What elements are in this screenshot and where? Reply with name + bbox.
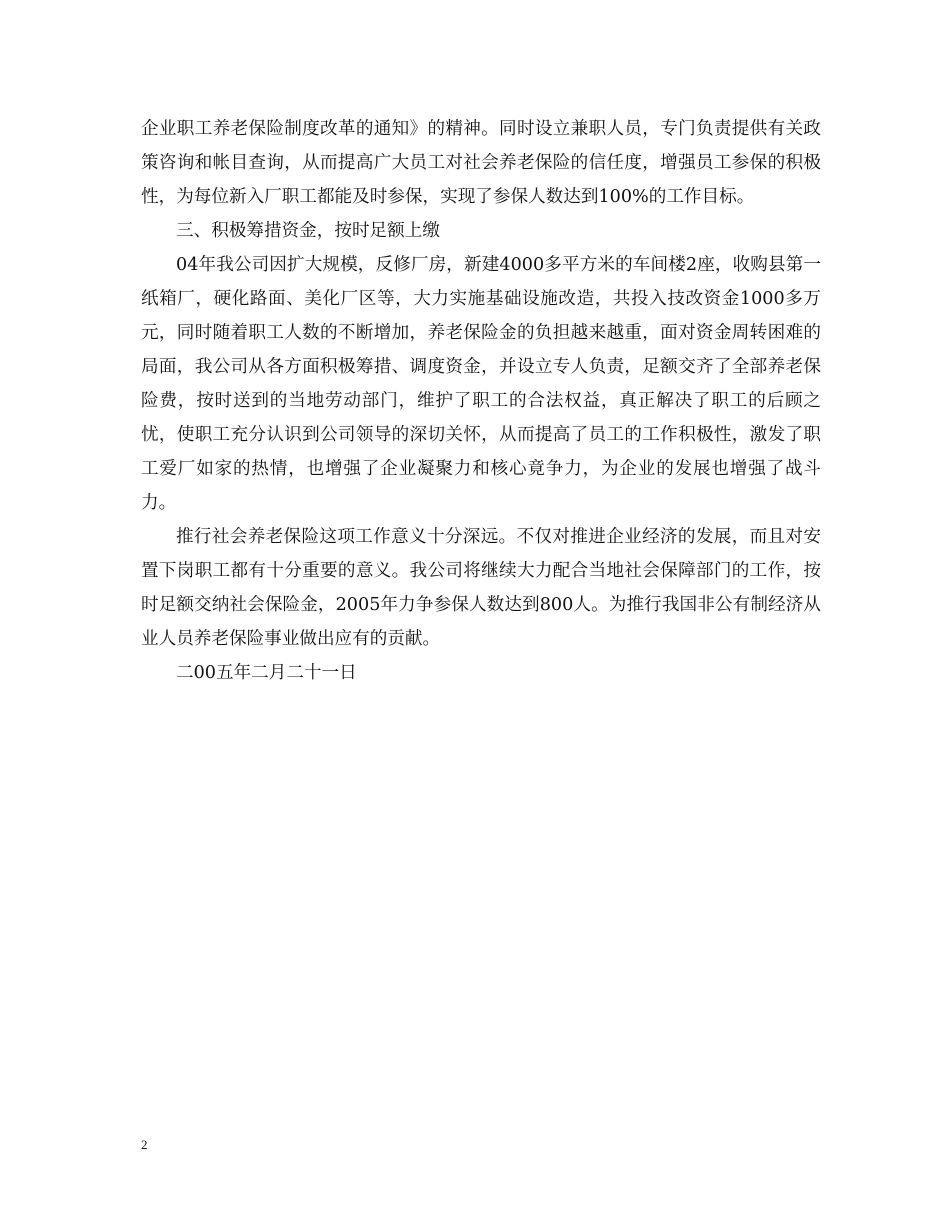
section-heading: 三、积极筹措资金，按时足额上缴 bbox=[176, 221, 440, 241]
paragraph-funding: 04年我公司因扩大规模，反修厂房，新建4000多平方米的车间楼2座，收购县第一纸箱厂，硬化路面、美化厂区等，大力实施基础设施改造，共投入技改资金1000多万元，同时随着职工人数的不断增加，养老保险金的负担越来越重，面对资金周转困难的局面，我公司从各方面积极筹措、调度资金，并设立专人负责，足额交齐了全部养老保险费，按时送到的当地劳动部门，维护了职工的合法权益，真正解决了职工的后顾之忧，使职工充分认识到公司领导的深切关怀，从而提高了员工的工作积极性，激发了职工爱厂如家的热情，也增强了企业凝聚力和核心竟争力，为企业的发展也增强了战斗力。 bbox=[141, 255, 821, 513]
paragraph-conclusion: 推行社会养老保险这项工作意义十分深远。不仅对推进企业经济的发展，而且对安置下岗职工都有十分重要的意义。我公司将继续大力配合当地社会保障部门的工作，按时足额交纳社会保险金，2005年力争参保人数达到800人。为推行我国非公有制经济从业人员养老保险事业做出应有的贡献。 bbox=[141, 527, 821, 649]
document-page bbox=[141, 112, 821, 690]
date-line: 二00五年二月二十一日 bbox=[176, 663, 357, 683]
paragraph-continuation: 企业职工养老保险制度改革的通知》的精神。同时设立兼职人员，专门负责提供有关政策咨询和帐目查询，从而提高广大员工对社会养老保险的信任度，增强员工参保的积极性，为每位新入厂职工都能及时参保，实现了参保人数达到100%的工作目标。 bbox=[141, 119, 821, 207]
page-number: 2 bbox=[141, 1137, 148, 1152]
